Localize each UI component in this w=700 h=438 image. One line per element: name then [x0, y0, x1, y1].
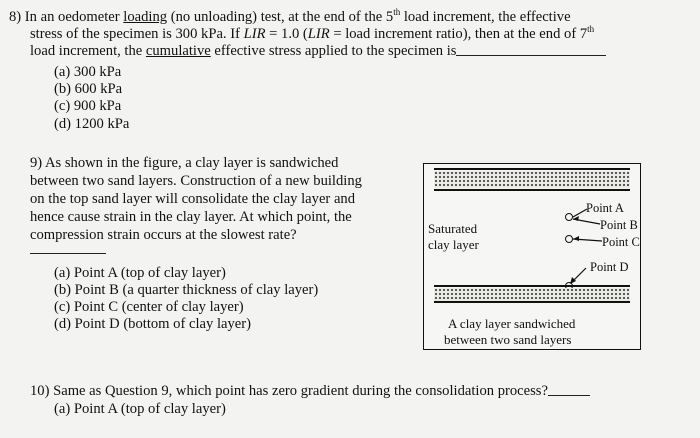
q9-option-c: (c) Point C (center of clay layer) [54, 299, 244, 315]
bottom-sand-layer [434, 288, 630, 301]
q10-line: 10) Same as Question 9, which point has zero gradient during the consolidation process? [30, 383, 590, 400]
q9-line-1: 9) As shown in the figure, a clay layer is sandwiched [30, 155, 339, 171]
q8-answer-blank[interactable] [456, 44, 606, 56]
point-a-label: Point A [586, 201, 624, 215]
q9-option-b: (b) Point B (a quarter thickness of clay layer) [54, 282, 319, 298]
point-d-label: Point D [590, 260, 629, 274]
q8-option-a: (a) 300 kPa [54, 64, 122, 80]
q8-option-c: (c) 900 kPa [54, 98, 122, 114]
bottom-sand-lower-edge [434, 301, 630, 303]
figure-caption-line-2: between two sand layers [444, 332, 572, 347]
clay-layer-figure [423, 163, 641, 350]
q9-option-a: (a) Point A (top of clay layer) [54, 265, 226, 281]
figure-caption-line-1: A clay layer sandwiched [448, 316, 576, 331]
q9-line-4: hence cause strain in the clay layer. At which point, the [30, 209, 352, 225]
point-b-label: Point B [600, 218, 638, 232]
saturated-label: Saturated [428, 221, 478, 236]
q8-line-2: stress of the specimen is 300 kPa. If LIR = 1.0 (LIR = load increment ratio), then at the end of 7th [30, 24, 595, 42]
q8-line-1: 8) In an oedometer loading (no unloading) test, at the end of the 5th load increment, the effective [9, 7, 571, 25]
q10-answer-blank[interactable] [548, 384, 590, 396]
point-c-label: Point C [602, 235, 640, 249]
q9-line-3: on the top sand layer will consolidate the clay layer and [30, 191, 356, 207]
q8-line-3: load increment, the cumulative effective stress applied to the specimen is [30, 43, 606, 60]
q8-option-b: (b) 600 kPa [54, 81, 123, 97]
q9-option-d: (d) Point D (bottom of clay layer) [54, 316, 251, 332]
q9-answer-blank[interactable] [30, 253, 106, 254]
q8-loading-emphasis: loading [123, 9, 168, 25]
q10-option-a: (a) Point A (top of clay layer) [54, 401, 226, 417]
q9-line-2: between two sand layers. Construction of a new building [30, 173, 362, 189]
q8-cumulative-emphasis: cumulative [145, 43, 211, 59]
q9-line-5: compression strain occurs at the slowest rate? [30, 227, 297, 243]
clay-layer-label: clay layer [428, 237, 479, 252]
clay-bottom-boundary [434, 285, 630, 287]
q8-option-d: (d) 1200 kPa [54, 116, 130, 132]
